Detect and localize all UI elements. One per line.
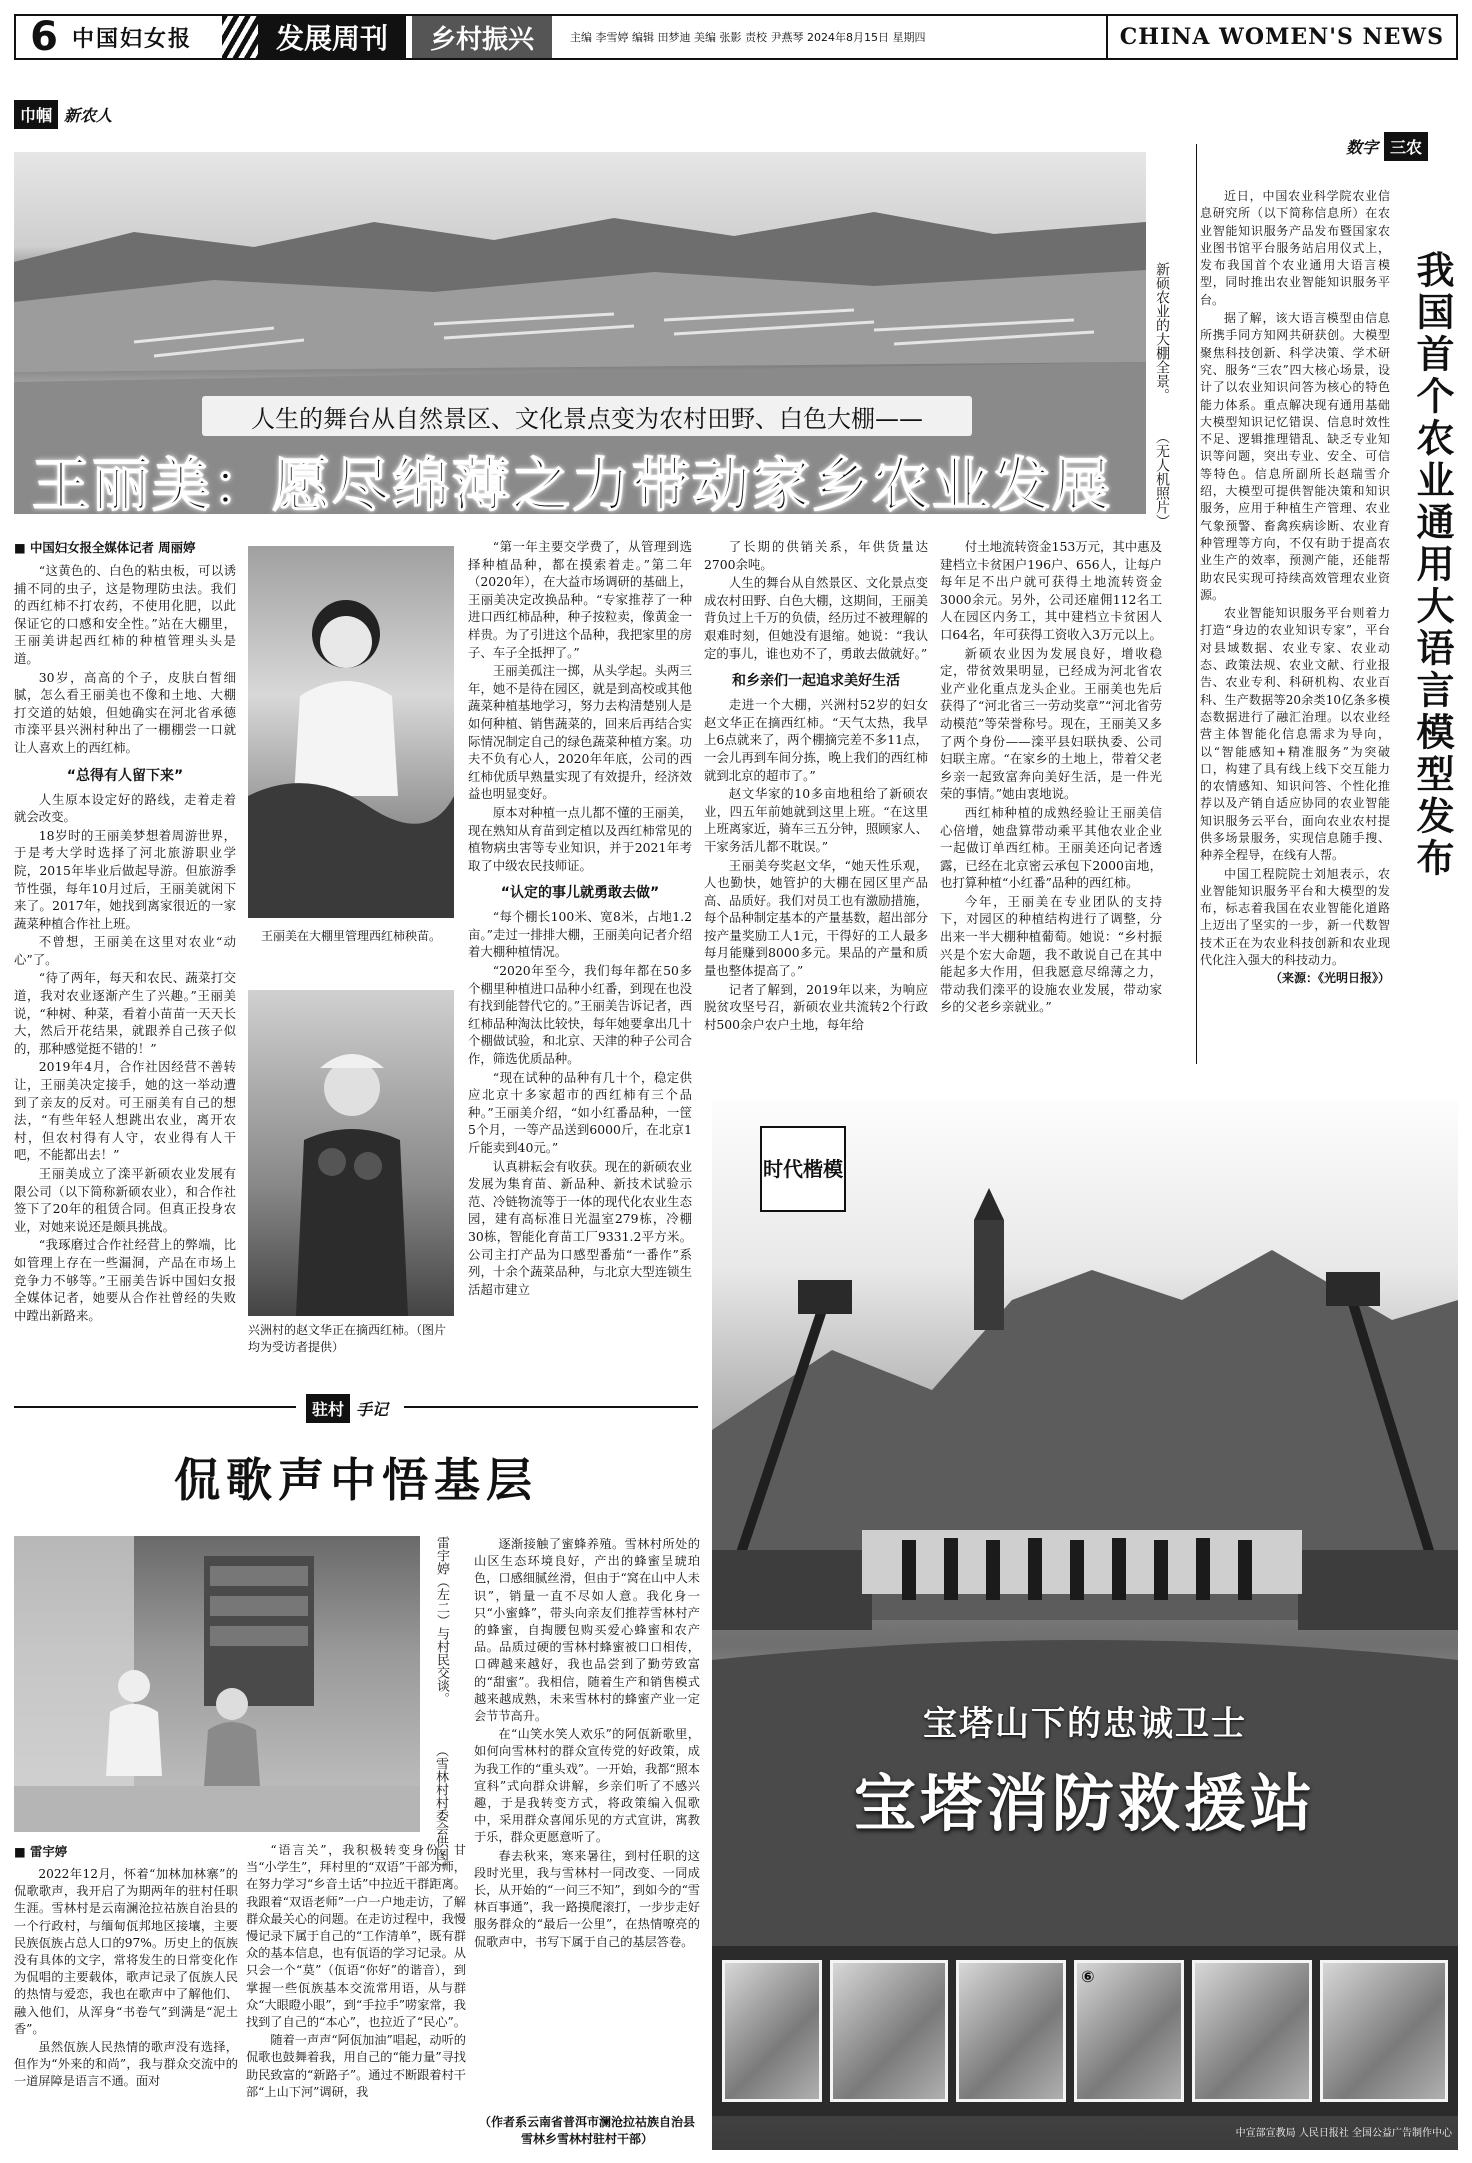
- paragraph: 付土地流转资金153万元，其中惠及建档立卡贫困户196户、656人，让每户每年足不出户就可获得土地流转资金3000余元。另外，公司还雇佣112名工人在园区内务工，其中建档立卡贫困人口64名，年可获得工资收入3万元以上。: [940, 539, 1162, 642]
- paragraph: “每个棚长100米、宽8米，占地1.2亩。”走过一排排大棚，王丽美向记者介绍着大棚种植情况。: [468, 909, 692, 960]
- film-photo: [1320, 1960, 1448, 2102]
- masthead: [14, 14, 1458, 60]
- paragraph: 新硕农业因为发展良好，增收稳定，带贫效果明显，已经成为河北省农业产业化重点龙头企业。王丽美也先后获得了“河北省三一劳动奖章”“河北省劳动模范”等荣誉称号。现在，王丽美又多了两个身份——滦平县妇联执委、公司妇联主席。“在家乡的土地上，带着父老乡亲一起致富奔向美好生活，是一件光荣的事情。”她由衷地说。: [940, 645, 1162, 802]
- paragraph: 赵文华家的10多亩地租给了新硕农业，四五年前她就到这里上班。“在这里上班离家近，骑车三五分钟，照顾家人、干家务活儿都不耽误。”: [704, 786, 928, 854]
- notes-photo-caption: 雷宇婷（左二）与村民交谈。: [434, 1536, 449, 1705]
- paragraph: “语言关”，我积极转变身份，甘当“小学生”，拜村里的“双语”干部为师，在努力学习“乡音土话”中拉近干群距离。我跟着“双语老师”一户一户地走访，了解群众最关心的问题。在走访过程中，我慢慢记录下属于自己的“工作清单”，既有群众的基本信息，也有佤语的学习记录。从只会一个“莫”（佤语“你好”的谐音），到掌握一些佤族基本交流常用语，从与群众“大眼瞪小眼”，到“手拉手”唠家常，我找到了自己的“本心”，也拉近了“民心”。: [246, 1843, 466, 2030]
- hero-photo: [14, 152, 1146, 514]
- photo-caption-1: 王丽美在大棚里管理西红柿秧苗。: [260, 929, 441, 943]
- new-farmer-badge: 巾帼 新农人: [14, 100, 118, 129]
- notes-byline: ■ 雷宇婷: [14, 1844, 68, 1859]
- fire-headline: 宝塔消防救援站: [853, 1767, 1316, 1840]
- paragraph: 走进一个大棚，兴洲村52岁的妇女赵文华正在摘西红柿。“天气太热，我早上6点就来了，两个棚摘完差不多11点，一会儿再到车间分拣，晚上我们的西红柿就到北京的超市了。”: [704, 697, 928, 783]
- paragraph: 2022年12月，怀着“加林加林寨”的侃歌歌声，我开启了为期两年的驻村任职生涯。雪林村是云南澜沧拉祜族自治县的一个行政村，与缅甸佤邦地区接壤，主要民族佤族占总人口的97%。历史上的佤族没有具体的文字，常将发生的日常变化作为侃唱的主要载体，歌声记录了佤族人民的热情与爱恋，我也在歌声中了解他们、融入他们，从浑身“书卷气”到满是“泥土香”。: [14, 1867, 238, 2036]
- hero-photo-caption: 新硕农业的大棚全景。: [1154, 262, 1170, 402]
- paragraph: 春去秋来，寒来暑往，到村任职的这段时光里，我与雪林村一同改变、一同成长，从开始的“一问三不知”，到如今的“雪林百事通”，我一路摸爬滚打，一步步走好服务群众的“最后一公里”，在热情嘹亮的侃歌声中，书写下属于自己的基层答卷。: [474, 1848, 700, 1949]
- notes-badge: 驻村 手记: [296, 1394, 404, 1423]
- paragraph: 2019年4月，合作社因经营不善转让，王丽美决定接手，她的这一举动遭到了亲友的反对。可王丽美有自己的想法，“有些年轻人想跳出农业，离开农村，但农村得有人守，农业得有人干吧，不能都出去！”: [14, 1059, 236, 1163]
- room-scene-illustration: [14, 1536, 420, 1832]
- paragraph: 农业智能知识服务平台则着力打造“身边的农业知识专家”，平台对县域数据、农业专家、农业动态、政策法规、农业文献、行业报告、农业专利、科研机构、农业百科、生产数据等20余类10亿条多模态数据进行了融汇治理。以农业经营主体智能化信息需求为导向，以“智能感知+精准服务”为突破口，构建了具有线上线下交互能力的农情感知、知识问答、个性化推荐以及产销自适应协同的农业智能知识服务云平台，面向农业农村提供多场景服务，实现信息随手搜、种养全程导，在线有人帮。: [1200, 606, 1390, 863]
- paragraph: 18岁时的王丽美梦想着周游世界，于是考大学时选择了河北旅游职业学院，2015年毕业后做起导游。但旅游季节性强，每年10月过后，王丽美就闲下来了。2017年，她找到离家很近的一家蔬菜种植合作社上班。: [14, 827, 236, 931]
- notes-photo-credit: （雪林村村委会供图）: [433, 1744, 448, 1874]
- paragraph: “待了两年，每天和农民、蔬菜打交道，我对农业逐渐产生了兴趣。”王丽美说，“种树、种菜，看着小苗苗一天天长大，然后开花结果，就跟养自己孩子似的，那种感觉挺不错的！”: [14, 970, 236, 1056]
- paragraph: 人生原本设定好的路线，走着走着就会改变。: [14, 791, 236, 825]
- main-article-column-1: [14, 538, 236, 1400]
- film-photo: [1192, 1960, 1312, 2102]
- fire-badge: 时代楷模: [760, 1126, 846, 1212]
- paragraph: 30岁，高高的个子，皮肤白皙细腻，怎么看王丽美也不像和土地、大棚打交道的姑娘，但她确实在河北省承德市滦平县兴洲村种出了一棚棚尝一口就让人喜欢上的西红柿。: [14, 669, 236, 755]
- village-visit-photo: [14, 1536, 420, 1832]
- subheading: “总得有人留下来”: [66, 767, 184, 784]
- fire-station-feature: [712, 1100, 1458, 2150]
- paragraph: 原本对种植一点儿都不懂的王丽美，现在熟知从育苗到定植以及西红柿常见的植物病虫害等专业知识，并于2021年考取了中级农民技师证。: [468, 804, 692, 873]
- notes-column-3: [474, 1536, 700, 2110]
- person-icon: [248, 546, 454, 918]
- paragraph: “第一年主要交学费了，从管理到选择种植品种，都在摸索着走。”第二年（2020年），在大益市场调研的基础上，王丽美决定改换品种。“专家推荐了一种进口西红柿品种，种子按粒卖，像黄金一样贵。为了引进这个品种，我把家里的房子、车子全抵押了。”: [468, 539, 692, 660]
- section-name: 发展周刊: [258, 16, 406, 58]
- notes-headline: 侃歌声中悟基层: [174, 1453, 538, 1507]
- notes-column-1: [14, 1842, 238, 2152]
- notes-column-2: [246, 1842, 466, 2152]
- paragraph: 虽然佤族人民热情的歌声没有选择，但作为“外来的和尚”，我与群众交流中的一道屏障是语言不通。面对: [14, 2040, 238, 2089]
- newspaper-name: 中国妇女报: [72, 25, 193, 52]
- paragraph: 中国工程院院士刘旭表示，农业智能知识服务平台和大模型的发布，标志着我国在农业智能化道路上迈出了坚实的一步，新一代数智技术正在为农业科技创新和农业现代化注入强大的科技动力。: [1200, 866, 1390, 968]
- paragraph: 不曾想，王丽美在这里对农业“动心”了。: [14, 934, 236, 967]
- hero-subtitle: 人生的舞台从自然景区、文化景点变为农村田野、白色大棚——: [202, 396, 972, 436]
- paragraph: “现在试种的品种有几十个，稳定供应北京十多家超市的西红柿有三个品种。”王丽美介绍，“如小红番品种，一筐5个月，一等产品送到6000斤，在北京1斤能卖到40元。”: [468, 1069, 692, 1155]
- main-article-column-4: [940, 538, 1162, 1070]
- paragraph: “我琢磨过合作社经营上的弊端，比如管理上存在一些漏洞，产品在市场上竞争力不够等。”王丽美告诉中国妇女报全媒体记者，她要从合作社曾经的失败中蹚出新路来。: [14, 1237, 236, 1323]
- digital-badge: 数字 三农: [1340, 132, 1428, 161]
- paragraph: 据了解，该大语言模型由信息所携手同方知网共研获创。大模型聚焦科技创新、科学决策、学术研究、服务“三农”四大核心场景，设计了以农业知识问答为核心的特色能力体系。重点解决现有通用基础大模型知识记忆错误、信息时效性不足、逻辑推理错乱、缺乏专业知识等问题，突出专业、安全、可信等特色。信息所副所长赵瑞雪介绍，大模型可提供智能决策和知识服务，应用于种植生产管理、农业气象预警、畜禽疾病诊断、农业育种管理等方向，不仅有助于提高农业生产的效率，预测产能，还能帮助农民实现可持续高效管理农业资源。: [1200, 311, 1390, 602]
- photo-film-strip: [712, 1946, 1458, 2116]
- page-number: 6: [30, 14, 58, 60]
- film-photo: [830, 1960, 948, 2102]
- subheading: “认定的事儿就勇敢去做”: [500, 885, 660, 902]
- paragraph: 记者了解到，2019年以来，为响应脱贫攻坚号召，新硕农业共流转2个行政村500余户农户土地，每年给: [704, 981, 928, 1032]
- paragraph: 随着一声声“阿佤加油”唱起，动听的侃歌也鼓舞着我，用自己的“能力量”寻找助民致富的“新路子”。通过不断跟着村干部“上山下河”调研，我: [246, 2033, 466, 2099]
- subheading: 和乡亲们一起追求美好生活: [732, 673, 900, 690]
- film-photo: ⑥: [1074, 1960, 1184, 2102]
- film-photo: [722, 1960, 822, 2102]
- paragraph: 了长期的供销关系，年供货量达2700余吨。: [704, 539, 928, 572]
- paragraph: 王丽美孤注一掷，从头学起。头两三年，她不是待在园区，就是到高校或其他蔬菜种植基地学习，努力去构清楚别人是如何种植、销售蔬菜的，回来后再结合实际情况制定自己的绿色蔬菜种植方案。功夫不负有心人，2020年年底，公司的西红柿优质早熟量实现了有效提升，经济效益也明显变好。: [468, 663, 692, 802]
- paragraph: 逐渐接触了蜜蜂养殖。雪林村所处的山区生态环境良好，产出的蜂蜜呈琥珀色，口感细腻丝滑，但由于“窝在山中人未识”，销量一直不尽如人意。我化身一只“小蜜蜂”，带头向亲友们推荐雪林村产的蜂蜜，自掏腰包购买爱心蜂蜜和农产品。品质过硬的雪林村蜂蜜被口口相传，口碑越来越好，我也品尝到了勤劳致富的“甜蜜”。我相信，随着生产和销售模式越来越成熟，未来雪林村的蜂蜜产业一定会节节高升。: [474, 1537, 700, 1724]
- hero-headline: 王丽美：愿尽绵薄之力带动家乡农业发展: [32, 451, 1113, 514]
- farmer-greenhouse-photo: [248, 546, 454, 918]
- paragraph: 今年，王丽美在专业团队的支持下，对园区的种植结构进行了调整，分出来一半大棚种植葡萄。她说：“乡村振兴是个宏大命题，我不敢说自己在其中能起多大作用，但我愿意尽绵薄之力，带动我们滦平的设施农业发展，带动家乡的父老乡亲就业。”: [940, 893, 1162, 1015]
- main-article-column-2: [468, 538, 692, 1400]
- photo-caption-2: 兴洲村的赵文华正在摘西红柿。（图片均为受访者提供）: [248, 1323, 447, 1354]
- paragraph: 西红柿种植的成熟经验让王丽美信心倍增，她盘算带动乘平其他农业企业一起做订单西红柿。王丽美还向记者透露，已经在北京密云承包下2000亩地，也打算种植“小红番”品种的西红柿。: [940, 804, 1162, 891]
- paragraph: 认真耕耘会有收获。现在的新硕农业发展为集育苗、新品种、新技术试验示范、冷链物流等于一体的现代化农业生态园，建有高标准日光温室279栋，冷棚30栋，智能化育苗工厂9331.2平方米。公司主打产品为口感型番茄“一番作”系列，十余个蔬菜品种，与北京大型连锁生活超市建立: [468, 1158, 692, 1297]
- main-article-column-3: [704, 538, 928, 1070]
- paragraph: 在“山笑水笑人欢乐”的阿佤新歌里，如何向雪林村的群众宣传党的好政策，成为我工作的“重头戏”。一开始，我都“照本宣科”式向群众讲解，乡亲们听了不感兴趣，于是我转变方式，将政策编入侃歌中，采用群众喜闻乐见的方式宣讲，寓教于乐，群众更愿意听了。: [474, 1727, 700, 1845]
- byline: ■ 中国妇女报全媒体记者 周丽婷: [14, 540, 196, 555]
- digital-news-body: [1200, 188, 1390, 1038]
- masthead-slash-decoration: [222, 16, 258, 58]
- news-source: （来源：《光明日报》）: [1269, 971, 1390, 986]
- paragraph: 王丽美成立了滦平新硕农业发展有限公司（以下简称新硕农业），和合作社签下了20年的租赁合同。但真正投身农业，对她来说还是颇具挑战。: [14, 1166, 236, 1234]
- section-subname: 乡村振兴: [412, 16, 552, 58]
- paragraph: 近日，中国农业科学院农业信息研究所（以下简称信息所）在农业智能知识服务产品发布暨国家农业图书馆平台服务站启用仪式上，发布我国首个农业通用大语言模型，同时推出农业智能知识服务平台。: [1200, 189, 1390, 307]
- notes-signature: （作者系云南省普洱市澜沧拉祜族自治县雪林乡雪林村驻村干部）: [478, 2115, 695, 2146]
- hero-photo-credit: （无人机照片）: [1154, 430, 1170, 528]
- fire-subtitle: 宝塔山下的忠诚卫士: [923, 1704, 1247, 1744]
- paragraph: “这黄色的、白色的粘虫板，可以诱捕不同的虫子，这是物理防虫法。我们的西红柿不打农药，不使用化肥，以此保证它的口感和安全性。”站在大棚里，王丽美讲起西红柿的种植管理头头是道。: [14, 563, 236, 666]
- paragraph: 人生的舞台从自然景区、文化景点变成农村田野、白色大棚，这期间，王丽美背负过上千万的负债，经历过不被理解的艰难时刻，但她没有退缩。她说：“我认定的事儿，谁也劝不了，勇敢去做就好。”: [704, 575, 928, 661]
- paragraph: “2020年至今，我们每年都在50多个棚里种植进口品种小红番，到现在也没有找到能替代它的。”王丽美告诉记者，西红柿品种淘汰比较快，每年她要拿出几十个棚做试验，和北京、天津的种子公司合作，筛选优质品种。: [468, 963, 692, 1067]
- film-photo: [956, 1960, 1066, 2102]
- ad-footer-credits: 中宣部宣教局 人民日报社 全国公益广告制作中心: [1235, 2128, 1452, 2139]
- person-icon: [248, 990, 454, 1316]
- english-paper-name: CHINA WOMEN'S NEWS: [1106, 16, 1456, 58]
- paragraph: 王丽美夸奖赵文华，“她天性乐观，人也勤快，她管护的大棚在园区里产品高、品质好。我们对员工也有激励措施，每个品种制定基本的产量基数，超出部分按产量奖励工人1元，干得好的工人最多每月能赚到8000多元。果品的产量和质量也整体提高了。”: [704, 857, 928, 979]
- editor-credits: 主编 李雪婷 编辑 田梦迪 美编 张影 责校 尹燕琴 2024年8月15日 星期四: [570, 31, 926, 44]
- worker-tomato-photo: [248, 990, 454, 1316]
- digital-news-headline: 我国首个农业通用大语言模型发布: [1410, 250, 1455, 880]
